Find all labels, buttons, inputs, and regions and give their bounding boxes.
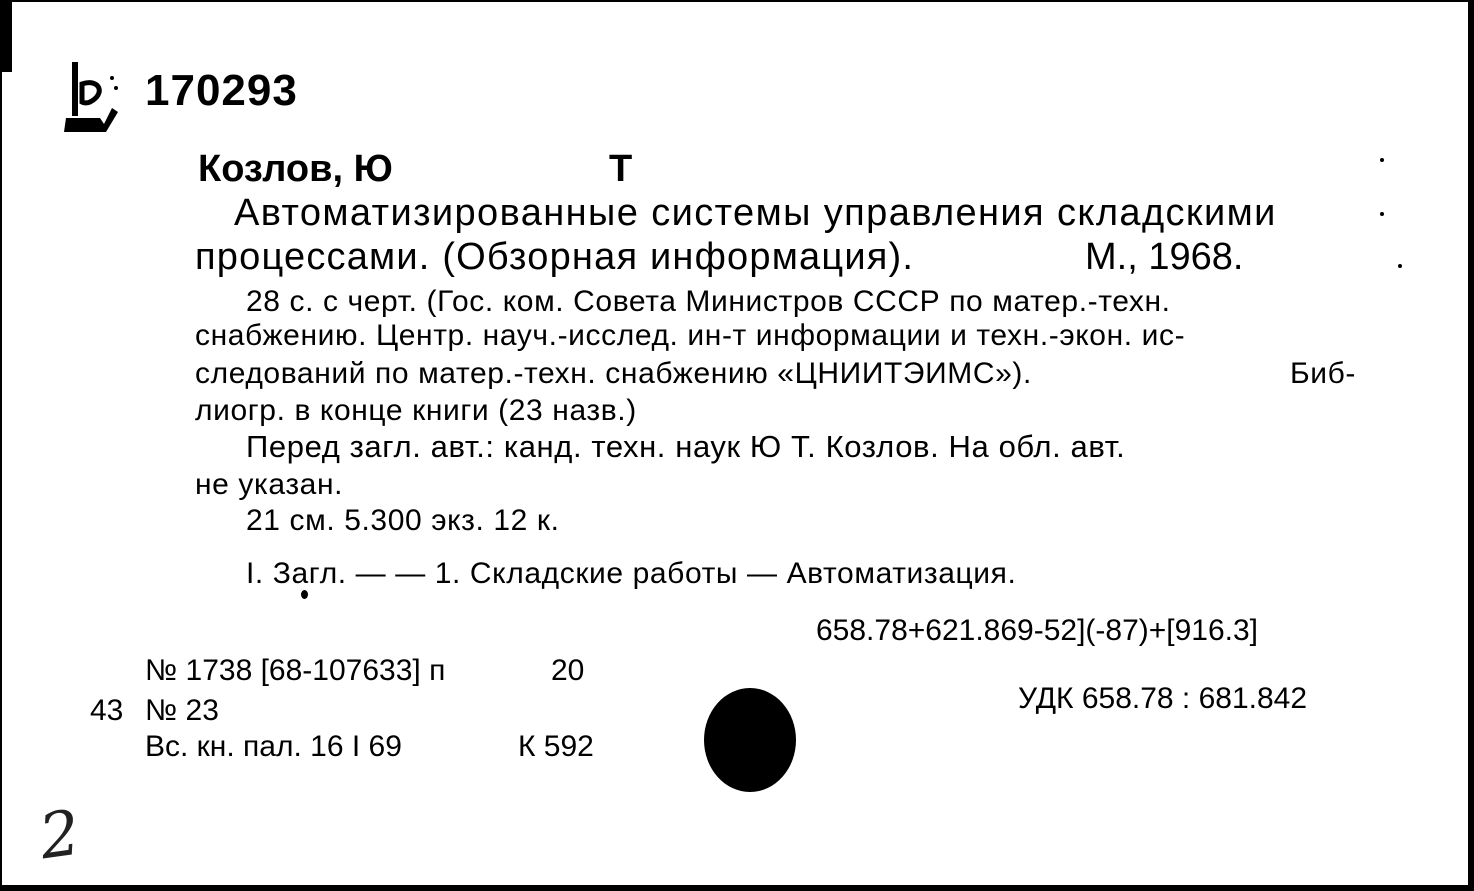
issue-number: № 23 xyxy=(145,694,219,727)
speck xyxy=(1380,212,1384,216)
author-initial: Т xyxy=(609,148,633,190)
record-number: № 1738 [68-107633] п xyxy=(145,654,446,687)
speck xyxy=(301,590,308,599)
description-line: Биб- xyxy=(1290,357,1357,390)
speck xyxy=(1398,264,1402,268)
imprint: М., 1968. xyxy=(1085,236,1244,278)
description-line: Перед загл. авт.: канд. техн. наук Ю Т. Козлов. На обл. авт. xyxy=(246,429,1126,464)
speck xyxy=(1380,158,1384,162)
description-line: лиогр. в конце книги (23 назв.) xyxy=(195,394,637,427)
punch-hole xyxy=(704,688,796,792)
chamber-note: Вс. кн. пал. 16 I 69 xyxy=(145,730,402,763)
description-line: следований по матер.-техн. снабжению «ЦНИИТЭИМС»). xyxy=(195,357,1032,390)
library-stamp-icon xyxy=(60,58,122,136)
subject-tracing: I. Загл. — — 1. Складские работы — Автоматизация. xyxy=(246,557,1017,590)
title-line-1: Автоматизированные системы управления складскими xyxy=(234,192,1277,234)
catalog-number: 170293 xyxy=(145,66,298,115)
author-name: Козлов, Ю xyxy=(198,148,393,190)
description-line: 28 с. с черт. (Гос. ком. Совета Министров СССР по матер.-техн. xyxy=(246,285,1171,318)
card-prefix: 43 xyxy=(90,694,124,727)
description-line: снабжению. Центр. науч.-исслед. ин-т информации и техн.-экон. ис- xyxy=(195,319,1186,352)
catalog-card xyxy=(2,2,1468,885)
record-count: 20 xyxy=(551,654,585,687)
card-code: К 592 xyxy=(518,730,594,763)
physical-description: 21 см. 5.300 экз. 12 к. xyxy=(246,504,560,537)
udk-code: УДК 658.78 : 681.842 xyxy=(1018,682,1308,715)
handwritten-note: 2 xyxy=(35,795,85,874)
title-line-2: процессами. (Обзорная информация). xyxy=(195,236,915,278)
description-line: не указан. xyxy=(195,468,344,501)
classification-code: 658.78+621.869-52](-87)+[916.3] xyxy=(816,614,1259,647)
